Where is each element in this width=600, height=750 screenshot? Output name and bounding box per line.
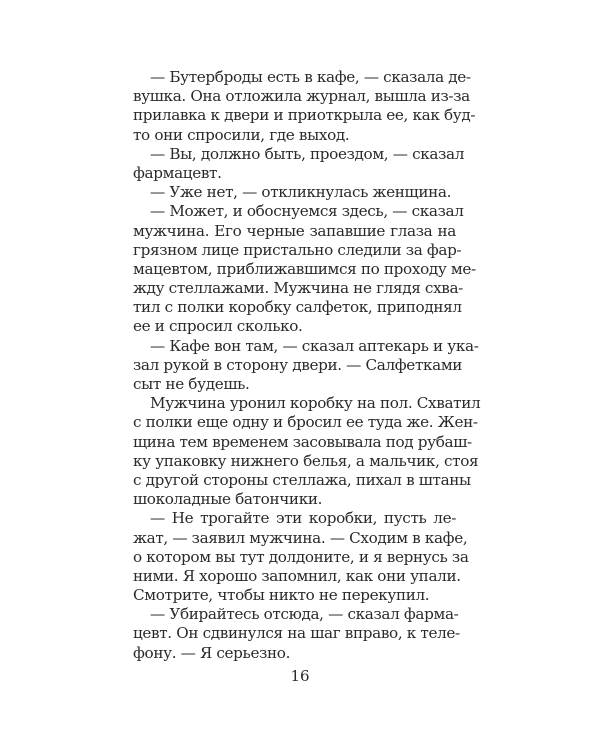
text-line: с другой стороны стеллажа, пихал в штаны — [133, 470, 471, 489]
text-line: ними. Я хорошо запомнил, как они упали. — [133, 566, 461, 585]
text-line: жду стеллажами. Мужчина не глядя схва- — [133, 279, 463, 298]
text-line: щина тем временем засовывала под рубаш- — [133, 432, 472, 451]
text-line: — Убирайтесь отсюда, — сказал фарма- — [150, 605, 459, 624]
text-line: Смотрите, чтобы никто не перекупил. — [133, 586, 430, 605]
text-line: вушка. Она отложила журнал, вышла из-за — [133, 87, 470, 106]
text-line: шоколадные батончики. — [133, 490, 323, 509]
text-line: — Бутерброды есть в кафе, — сказала де- — [150, 68, 471, 86]
text-line: прилавка к двери и приоткрыла ее, как буд- — [133, 106, 476, 125]
text-line: о котором вы тут долдоните, и я вернусь за — [133, 547, 469, 566]
text-line: ее и спросил сколько. — [133, 317, 303, 336]
page-number: 16 — [290, 667, 310, 685]
text-line: фону. — Я серьезно. — [133, 643, 291, 662]
text-line: — Может, и обоснуемся здесь, — сказал — [150, 202, 464, 221]
text-line: жат, — заявил мужчина. — Сходим в кафе, — [133, 528, 468, 547]
text-line: Мужчина уронил коробку на пол. Схватил — [150, 394, 481, 413]
text-line: зал рукой в сторону двери. — Салфетками — [133, 355, 463, 374]
text-line: — Вы, должно быть, проездом, — сказал — [150, 144, 465, 163]
text-line: грязном лице пристально следили за фар- — [133, 240, 462, 259]
text-line: сыт не будешь. — [133, 375, 250, 393]
text-line: фармацевт. — [133, 163, 222, 182]
text-line: — Не трогайте эти коробки, пусть ле- — [150, 509, 456, 528]
text-line: ку упаковку нижнего белья, а мальчик, стоя — [133, 451, 479, 470]
text-line: мацевтом, приближавшимся по проходу ме- — [133, 259, 476, 278]
text-line: то они спросили, где выход. — [133, 125, 350, 144]
text-line: мужчина. Его черные запавшие глаза на — [133, 221, 456, 240]
text-line: — Уже нет, — откликнулась женщина. — [150, 183, 452, 202]
text-line: — Кафе вон там, — сказал аптекарь и ука- — [150, 336, 479, 355]
text-line: тил с полки коробку салфеток, приподнял — [133, 298, 462, 317]
text-line: цевт. Он сдвинулся на шаг вправо, к теле- — [133, 624, 460, 643]
body-text — [133, 68, 481, 663]
text-line: с полки еще одну и бросил ее туда же. Жен- — [133, 413, 478, 432]
